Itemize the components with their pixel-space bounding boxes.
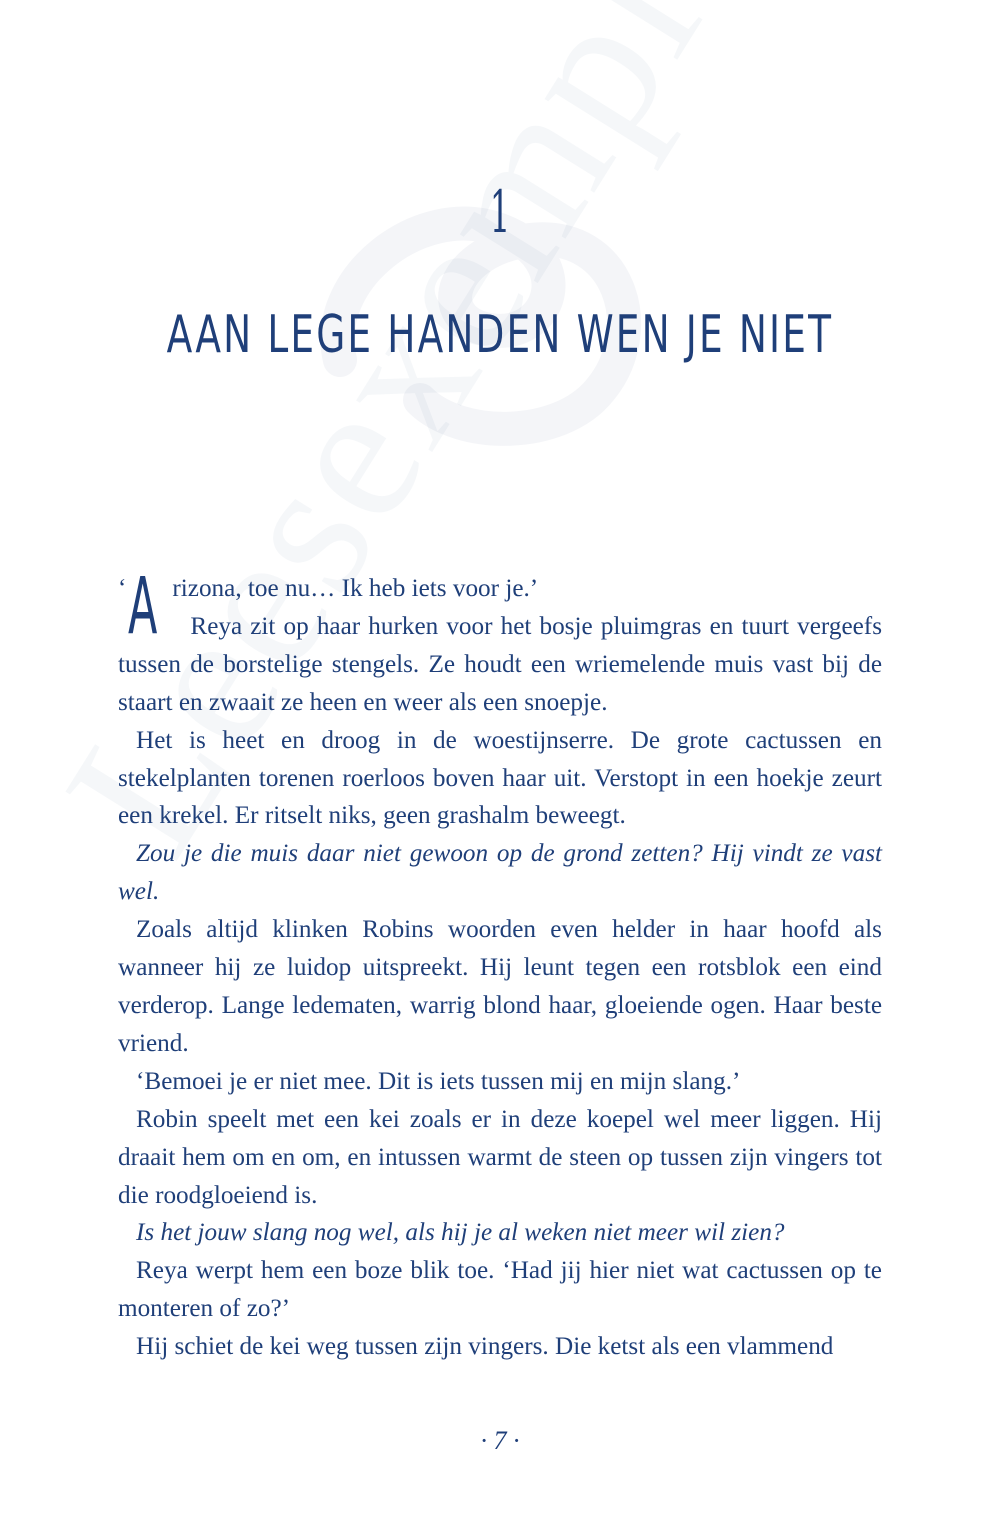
paragraph-7: Robin speelt met een kei zoals er in deze koepel wel meer liggen. Hij draait hem om en om, en intussen warmt de steen op tussen zijn vingers tot die roodgloeiend is. xyxy=(118,1105,882,1209)
dropcap: A xyxy=(128,562,158,652)
chapter-number: 1 xyxy=(489,178,511,246)
body-text xyxy=(118,562,882,1366)
paragraph-1 xyxy=(118,562,882,652)
paragraph-9: Reya werpt hem een boze blik toe. ‘Had jij hier niet wat cactussen op te monteren of zo?’ xyxy=(118,1257,882,1323)
paragraph-6: ‘Bemoei je er niet mee. Dit is iets tussen mij en mijn slang.’ xyxy=(136,1067,741,1095)
page-number: · 7 · xyxy=(480,1426,520,1455)
paragraph-3: Het is heet en droog in de woestijnserre. De grote cactussen en stekelplanten torenen roerloos boven haar uit. Verstopt in een hoekje zeurt een krekel. Er ritselt niks, geen grashalm beweegt. xyxy=(118,726,882,830)
paragraph-10: Hij schiet de kei weg tussen zijn vingers. Die ketst als een vlammend xyxy=(136,1333,834,1361)
chapter-title-text: AAN LEGE HANDEN WEN JE NIET xyxy=(166,305,834,365)
paragraph-4 xyxy=(118,835,882,911)
chapter-title xyxy=(0,300,1000,370)
open-quote: ‘ xyxy=(118,575,127,602)
paragraph-1-text: rizona, toe nu… Ik heb iets voor je.’ xyxy=(172,575,539,602)
paragraph-8 xyxy=(118,1214,882,1252)
paragraph-2: Reya zit op haar hurken voor het bosje pluimgras en tuurt vergeefs tussen de borstelige stengels. Ze houdt een wriemelende muis vast bij de staart en zwaait ze heen en weer als een snoepje. xyxy=(118,612,882,716)
paragraph-5: Zoals altijd klinken Robins woorden even helder in haar hoofd als wanneer hij ze luidop uitspreekt. Hij leunt tegen een rotsblok een eind verderop. Lange ledematen, warrig blond haar, gloeiende ogen. Haar beste vriend. xyxy=(118,916,882,1057)
paragraph-8-italic: Is het jouw slang nog wel, als hij je al weken niet meer wil zien? xyxy=(136,1219,785,1247)
paragraph-4-italic: Zou je die muis daar niet gewoon op de grond zetten? Hij vindt ze vast wel. xyxy=(118,840,882,906)
